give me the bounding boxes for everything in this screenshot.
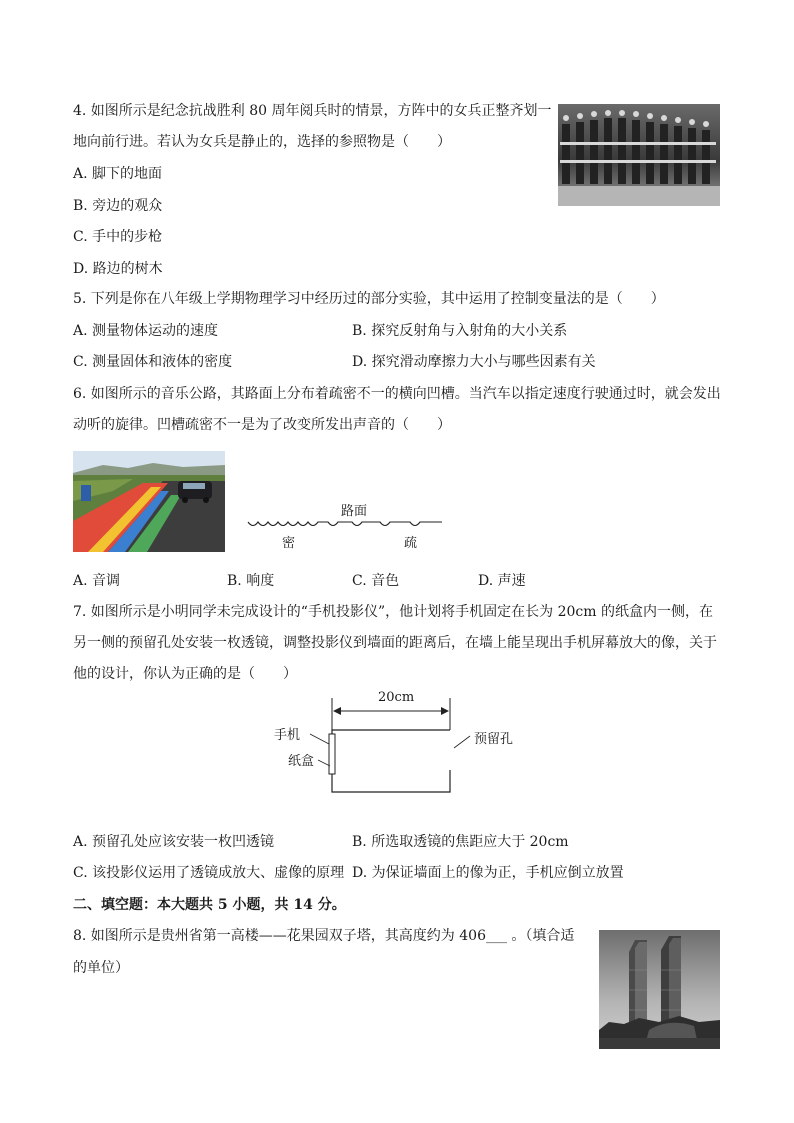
q7-stem-line2: 另一侧的预留孔处安装一枚透镜，调整投影仪到墙面的距离后，在墙上能呈现出手机屏幕放大的像，关于 [73, 635, 717, 651]
q7-stem-line1: 7. 如图所示是小明同学未完成设计的“手机投影仪”，他计划将手机固定在长为 20cm 的纸盒内一侧，在 [73, 604, 713, 620]
q5-option-c: C. 测量固体和液体的密度 [73, 354, 233, 370]
q5-option-b: B. 探究反射角与入射角的大小关系 [352, 323, 568, 339]
road-groove-diagram [246, 496, 466, 552]
q4-stem-line1: 4. 如图所示是纪念抗战胜利 80 周年阅兵时的情景，方阵中的女兵正整齐划一 [73, 103, 552, 119]
q5-stem: 5. 下列是你在八年级上学期物理学习中经历过的部分实验，其中运用了控制变量法的是（ ） [73, 291, 665, 307]
hole-label: 预留孔 [474, 732, 514, 747]
q8-stem-line1: 8. 如图所示是贵州省第一高楼——花果园双子塔，其高度约为 406___ 。（填合适 [73, 928, 575, 944]
parade-photo [558, 104, 720, 206]
phone-label: 手机 [274, 728, 301, 743]
q8-stem-line2: 的单位） [73, 960, 129, 976]
q4-option-a: A. 脚下的地面 [73, 166, 163, 182]
q4-option-c: C. 手中的步枪 [73, 229, 163, 245]
q6-option-c: C. 音色 [352, 573, 400, 589]
projector-diagram [270, 690, 514, 800]
q6-option-a: A. 音调 [73, 573, 121, 589]
q5-option-a: A. 测量物体运动的速度 [73, 323, 219, 339]
q7-option-b: B. 所选取透镜的焦距应大于 20cm [352, 834, 569, 850]
q4-option-b: B. 旁边的观众 [73, 198, 163, 214]
q6-option-b: B. 响度 [227, 573, 275, 589]
box-label: 纸盒 [288, 754, 315, 769]
q7-option-d: D. 为保证墙面上的像为正，手机应倒立放置 [352, 865, 624, 881]
sparse-label: 疏 [404, 536, 418, 551]
q6-option-d: D. 声速 [478, 573, 526, 589]
road-surface-label: 路面 [341, 504, 368, 519]
length-label: 20cm [378, 690, 415, 705]
q7-option-a: A. 预留孔处应该安装一枚凹透镜 [73, 834, 275, 850]
groove-line [246, 496, 466, 552]
section2-title: 二、填空题：本大题共 5 小题，共 14 分。 [73, 897, 346, 913]
dense-label: 密 [282, 536, 296, 551]
q4-option-d: D. 路边的树木 [73, 261, 163, 277]
q4-stem-line2: 地向前行进。若认为女兵是静止的，选择的参照物是（ ） [73, 134, 451, 150]
q5-option-d: D. 探究滑动摩擦力大小与哪些因素有关 [352, 354, 596, 370]
music-road-photo [73, 451, 225, 552]
q7-stem-line3: 他的设计，你认为正确的是（ ） [73, 666, 297, 682]
q6-stem-line2: 动听的旋律。凹槽疏密不一是为了改变所发出声音的（ ） [73, 417, 451, 433]
q7-option-c: C. 该投影仪运用了透镜成放大、虚像的原理 [73, 865, 345, 881]
twin-towers-photo [599, 930, 720, 1049]
q6-stem-line1: 6. 如图所示的音乐公路，其路面上分布着疏密不一的横向凹槽。当汽车以指定速度行驶通过时，就会发出 [73, 386, 721, 402]
